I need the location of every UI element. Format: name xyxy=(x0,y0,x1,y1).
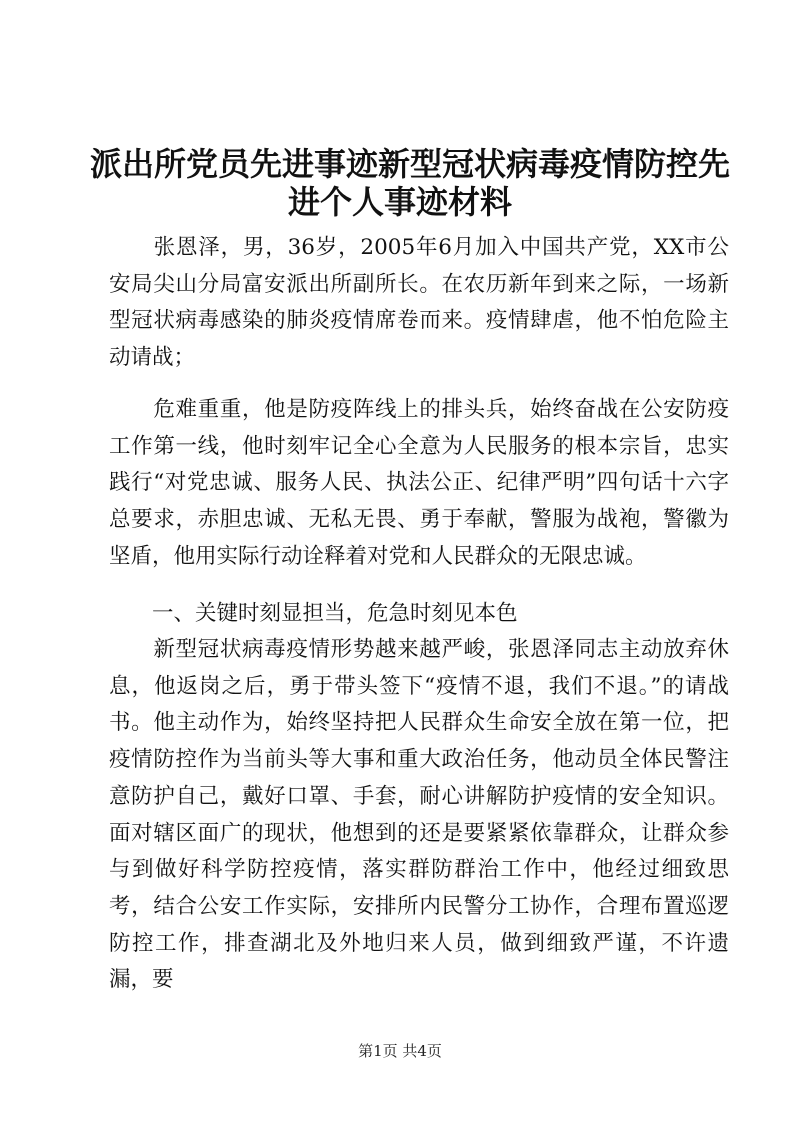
document-title-line-1: 派出所党员先进事迹新型冠状病毒疫情防控先 xyxy=(90,145,731,183)
paragraph-3: 新型冠状病毒疫情形势越来越严峻，张恩泽同志主动放弃休息，他返岗之后，勇于带头签下“疫情不退，我们不退。”的请战书。他主动作为，始终坚持把人民群众生命安全放在第一位，把疫情防控作为当前头等大事和重大政治任务，他动员全体民警注意防护自己，戴好口罩、手套，耐心讲解防护疫情的安全知识。面对辖区面广的现状，他想到的还是要紧紧依靠群众，让群众参与到做好科学防控疫情，落实群防群治工作中，他经过细致思考，结合公安工作实际，安排所内民警分工协作，合理布置巡逻防控工作，排查湖北及外地归来人员，做到细致严谨，不许遗漏，要 xyxy=(109,637,729,993)
paragraph-2: 危难重重，他是防疫阵线上的排头兵，始终奋战在公安防疫工作第一线，他时刻牢记全心全意为人民服务的根本宗旨，忠实践行“对党忠诚、服务人民、执法公正、纪律严明”四句话十六字总要求，赤胆忠诚、无私无畏、勇于奉献，警服为战袍，警徽为坚盾，他用实际行动诠释着对党和人民群众的无限忠诚。 xyxy=(109,397,729,569)
paragraph-1: 张恩泽，男，36岁，2005年6月加入中国共产党，XX市公安局尖山分局富安派出所副所长。在农历新年到来之际，一场新型冠状病毒感染的肺炎疫情席卷而来。疫情肆虐，他不怕危险主动请战； xyxy=(109,235,729,371)
document-title-line-2: 进个人事迹材料 xyxy=(287,183,512,221)
section-heading-1: 一、关键时刻显担当，危急时刻见本色 xyxy=(109,601,518,626)
page-footer: 第1页 共4页 xyxy=(358,1042,442,1060)
